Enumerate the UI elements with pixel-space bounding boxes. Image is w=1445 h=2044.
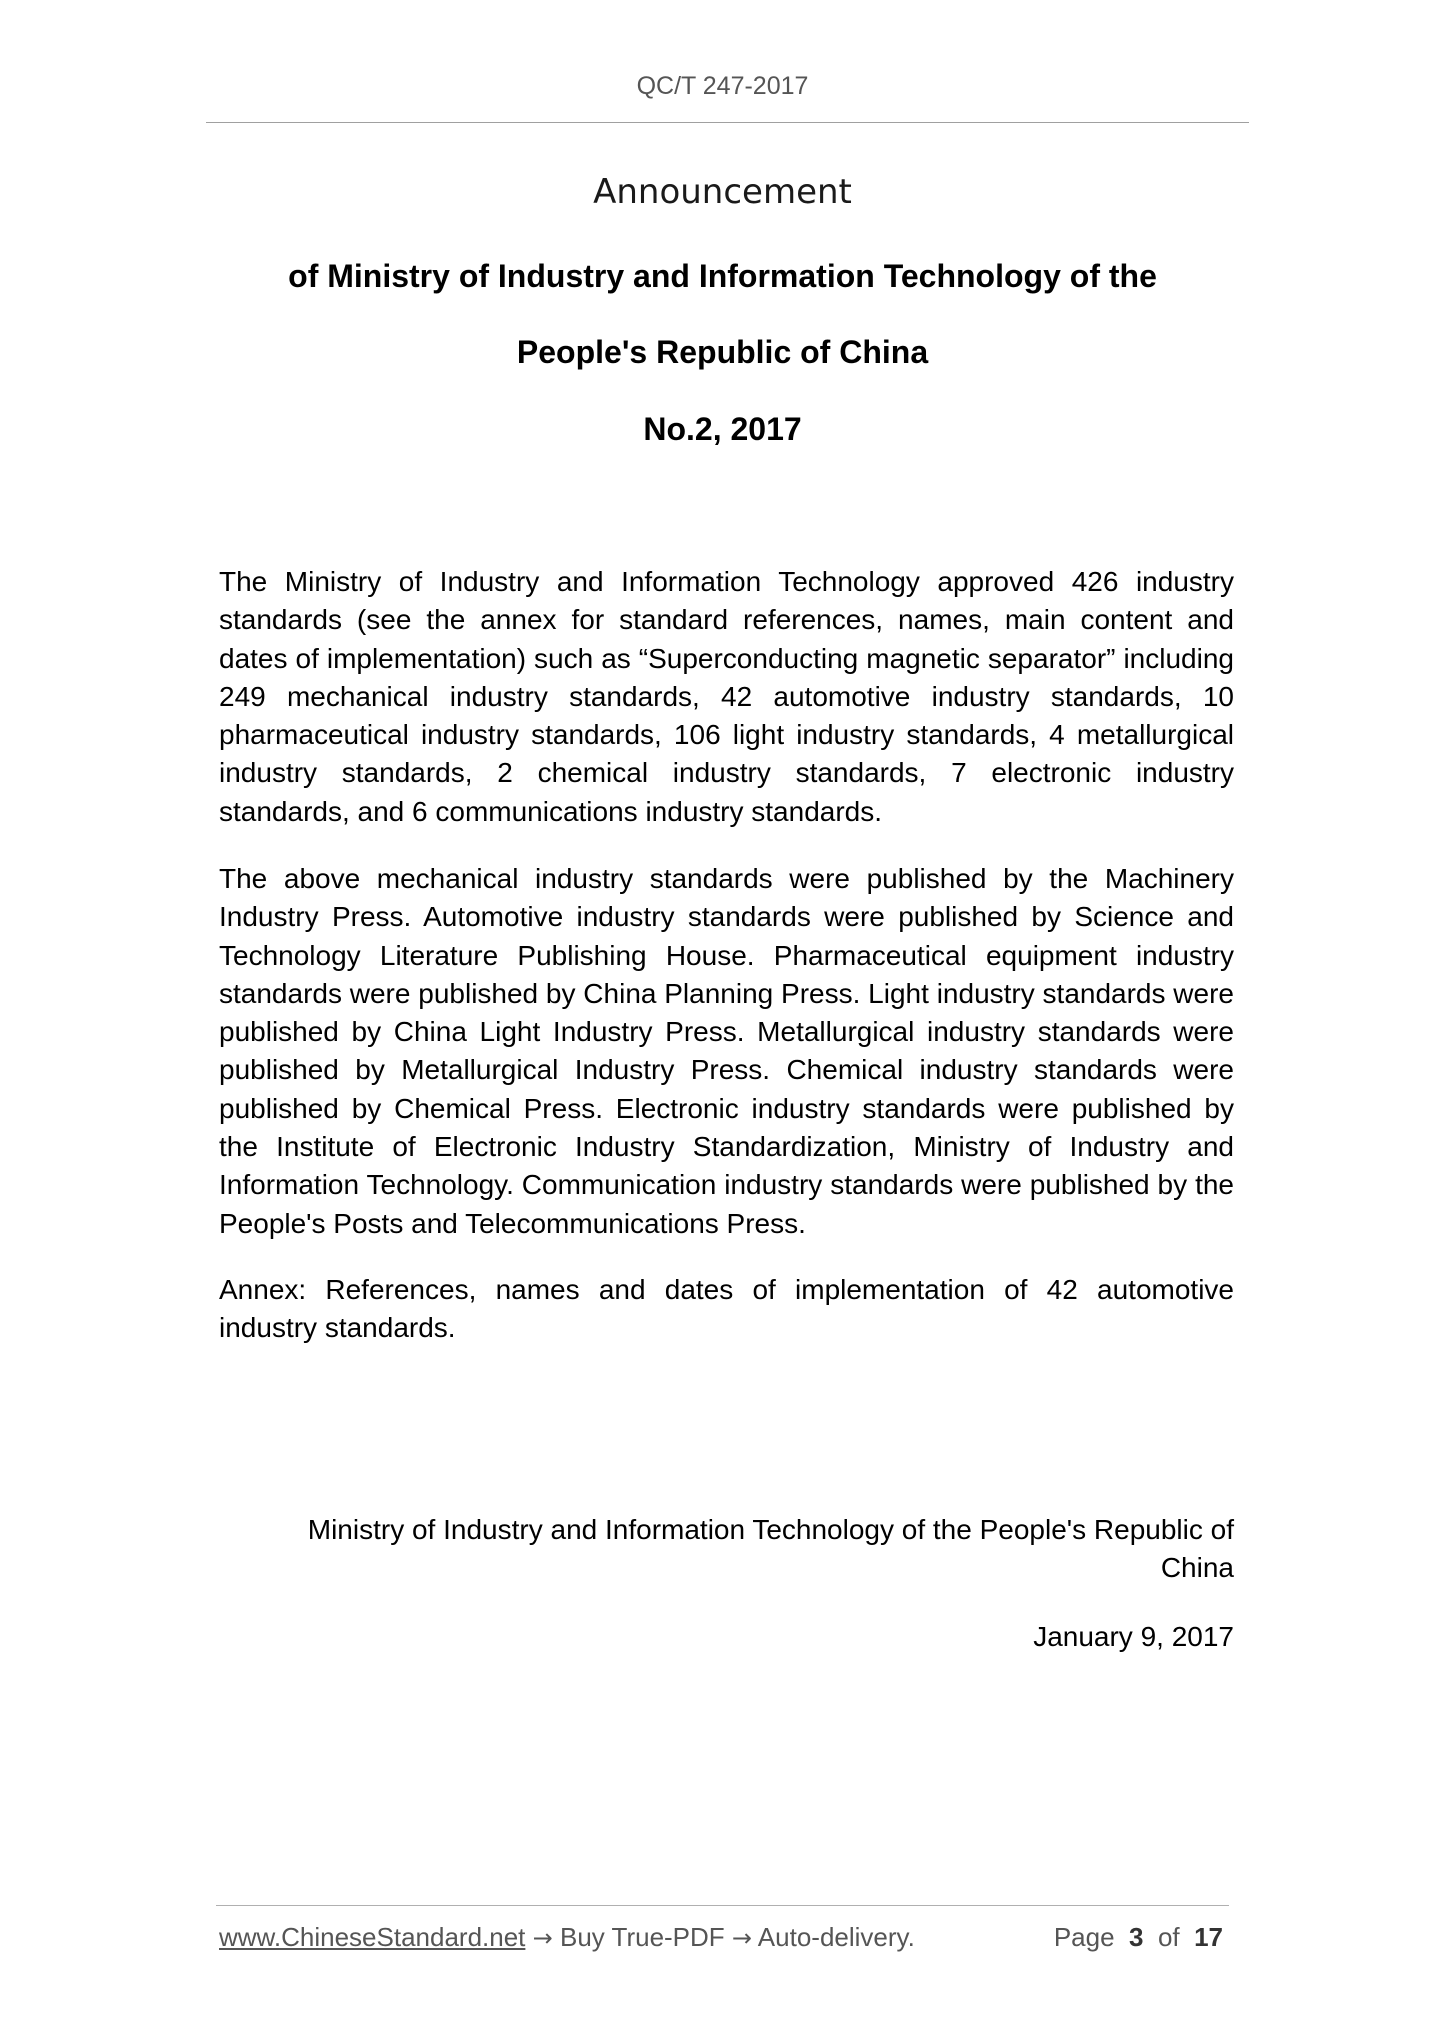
body-paragraph-approval: The Ministry of Industry and Information Technology approved 426 industry standards (see the annex for standard references, names, main content and dates of implementation) such as “Superconducting magnetic separator” including 249 mechanical industry standards, 42 automotive industry standards, 10 pharmaceutical industry standards, 106 light industry standards, 4 metallurgical industry standards, 2 chemical industry standards, 7 electronic industry standards, and 6 communications industry standards. [219,566,1234,827]
buy-true-pdf-text: Buy True-PDF [552,1922,732,1952]
page-of-label: of [1157,1922,1180,1952]
footer-promo [219,1922,915,1953]
title-line-ministry: of Ministry of Industry and Information Technology of the [288,258,1157,294]
page-label: Page [1053,1922,1115,1952]
footer-divider [216,1905,1229,1906]
signature-organization [219,1511,1234,1588]
announcement-heading: Announcement [593,172,852,212]
header-divider [206,122,1249,123]
title-line-country: People's Republic of China [516,334,929,370]
signature-date: January 9, 2017 [1033,1621,1234,1652]
document-code-header: QC/T 247-2017 [636,72,809,100]
page-total: 17 [1194,1922,1223,1952]
arrow-right-icon: → [731,1924,753,1952]
body-paragraph-annex: Annex: References, names and dates of implementation of 42 automotive industry standards. [219,1274,1234,1344]
chinesestandard-link[interactable]: www.ChineseStandard.net [219,1922,526,1952]
page-current: 3 [1129,1922,1144,1952]
body-paragraph-publishers: The above mechanical industry standards were published by the Machinery Industry Press. Automotive industry standards were published by Science and Technology Literature Publishing House. Pharmaceutical equipment industry standards were published by China Planning Press. Light industry standards were published by China Light Industry Press. Metallurgical industry standards were published by Metallurgical Industry Press. Chemical industry standards were published by Chemical Press. Electronic industry standards were published by the Institute of Electronic Industry Standardization, Ministry of Industry and Information Technology. Communication industry standards were published by the People's Posts and Telecommunications Press. [219,863,1234,1239]
signature-organization-line1: Ministry of Industry and Information Technology of the People's Republic of [307,1514,1234,1545]
arrow-right-icon: → [532,1924,553,1952]
auto-delivery-text: Auto-delivery. [752,1922,915,1952]
signature-organization-line2: China [1160,1552,1234,1584]
page-indicator [1054,1922,1223,1953]
announcement-number: No.2, 2017 [643,411,802,447]
